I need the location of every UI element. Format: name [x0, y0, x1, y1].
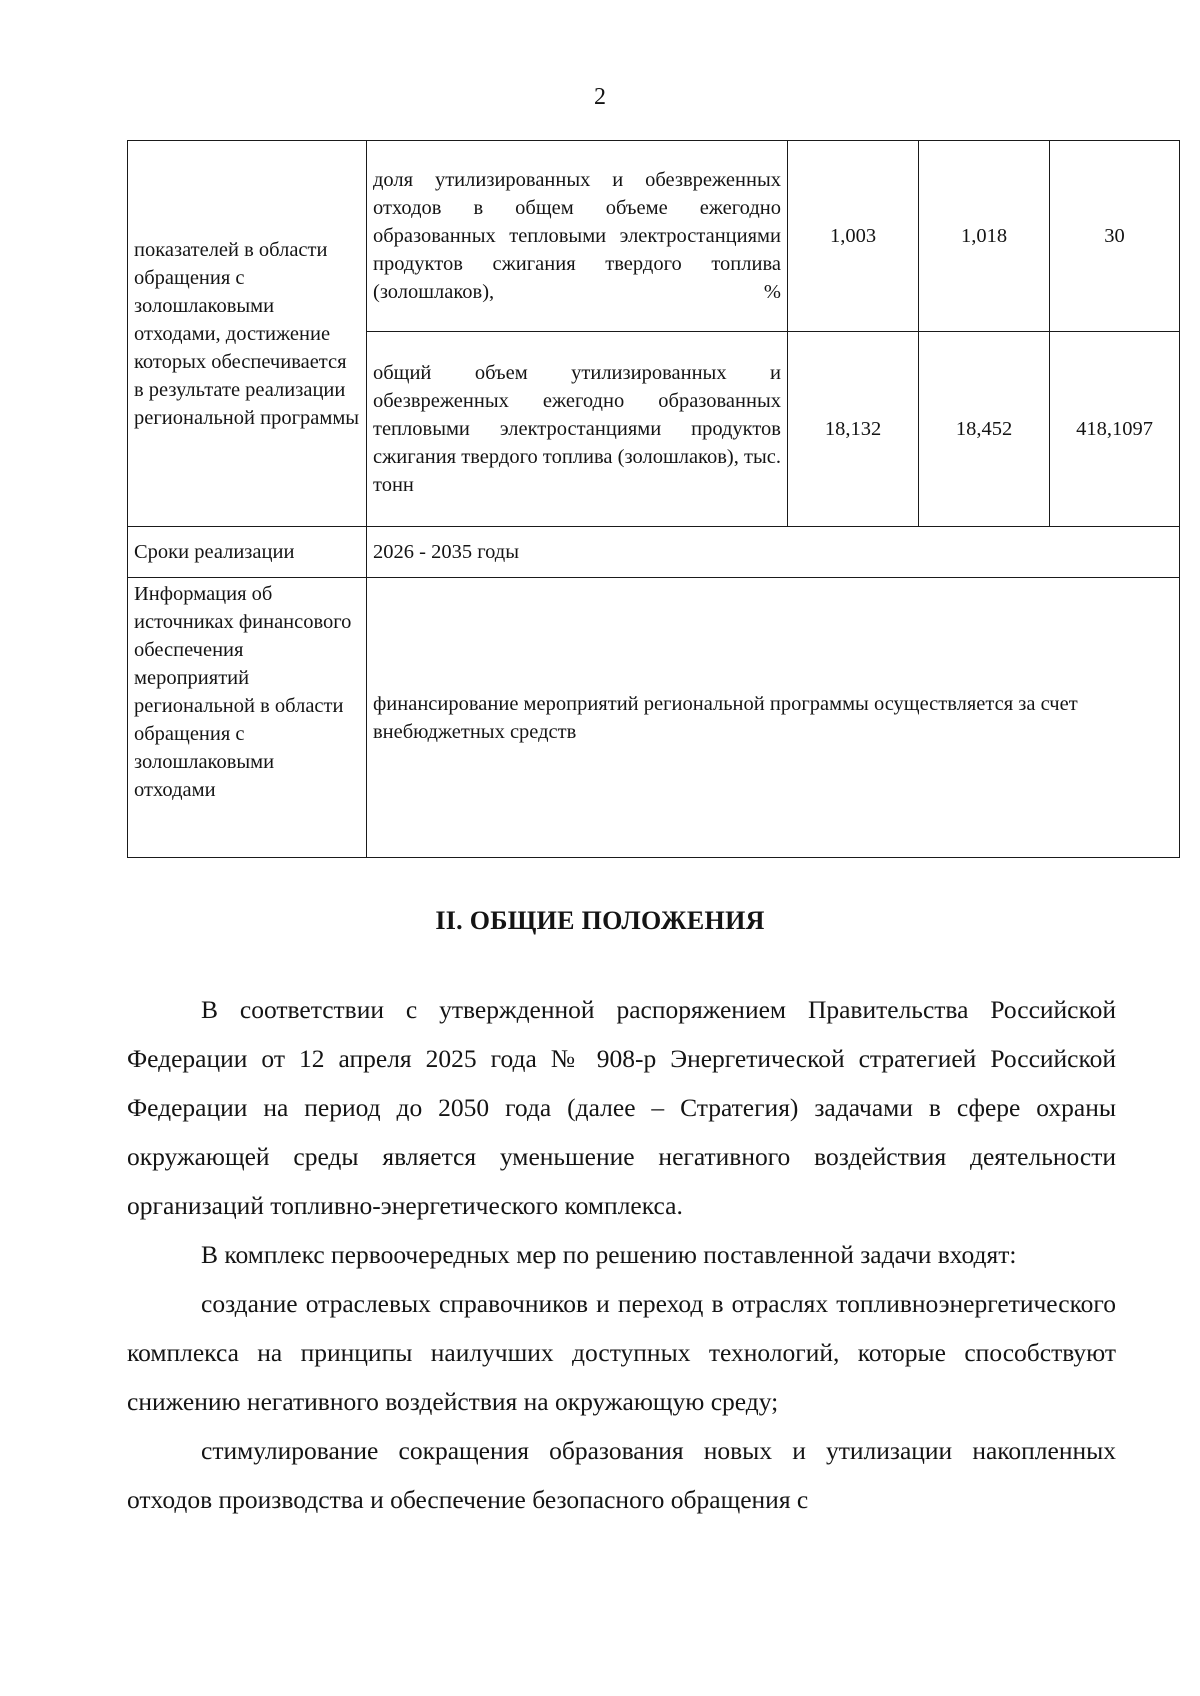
- indicators-label-cell: показателей в области обращения с золошлаковыми отходами, достижение которых обеспечивается в результате реализации региональной программы: [128, 141, 367, 527]
- table-row: [128, 527, 1180, 578]
- indicator-value-3: 418,1097: [1050, 332, 1180, 527]
- indicator-value-2: 18,452: [919, 332, 1050, 527]
- section-title: II. ОБЩИЕ ПОЛОЖЕНИЯ: [435, 906, 765, 935]
- funding-value-cell: финансирование мероприятий региональной программы осуществляется за счет внебюджетных средств: [367, 578, 1180, 858]
- paragraph: стимулирование сокращения образования новых и утилизации накопленных отходов производства и обеспечение безопасного обращения с: [127, 1436, 1116, 1514]
- indicator-value-2: 1,018: [919, 141, 1050, 332]
- page-number: 2: [594, 84, 606, 110]
- indicator-description: доля утилизированных и обезвреженных отходов в общем объеме ежегодно образованных тепловыми электростанциями продуктов сжигания твердого топлива (золошлаков), %: [367, 141, 788, 332]
- funding-label-cell: Информация об источниках финансового обеспечения мероприятий региональной в области обращения с золошлаковыми отходами: [128, 578, 367, 858]
- paragraph: создание отраслевых справочников и переход в отраслях топливноэнергетического комплекса на принципы наилучших доступных технологий, которые способствуют снижению негативного воздействия на окружающую среду;: [127, 1289, 1116, 1416]
- paragraph: В соответствии с утвержденной распоряжением Правительства Российской Федерации от 12 апреля 2025 года № 908-р Энергетической стратегией Российской Федерации на период до 2050 года (далее – Стратегия) задачами в сфере охраны окружающей среды является уменьшение негативного воздействия деятельности организаций топливно-энергетического комплекса.: [127, 995, 1116, 1220]
- table-row: [128, 141, 1180, 332]
- paragraph: В комплекс первоочередных мер по решению поставленной задачи входят:: [201, 1240, 1017, 1269]
- terms-label-cell: Сроки реализации: [128, 527, 367, 578]
- indicator-value-1: 1,003: [788, 141, 919, 332]
- section-body: [127, 985, 1116, 1524]
- table-row: [128, 578, 1180, 858]
- program-passport-table: [127, 140, 1180, 858]
- indicator-value-3: 30: [1050, 141, 1180, 332]
- terms-value-cell: 2026 - 2035 годы: [367, 527, 1180, 578]
- indicator-description: общий объем утилизированных и обезвреженных ежегодно образованных тепловыми электростанциями продуктов сжигания твердого топлива (золошлаков), тыс. тонн: [367, 332, 788, 527]
- indicator-value-1: 18,132: [788, 332, 919, 527]
